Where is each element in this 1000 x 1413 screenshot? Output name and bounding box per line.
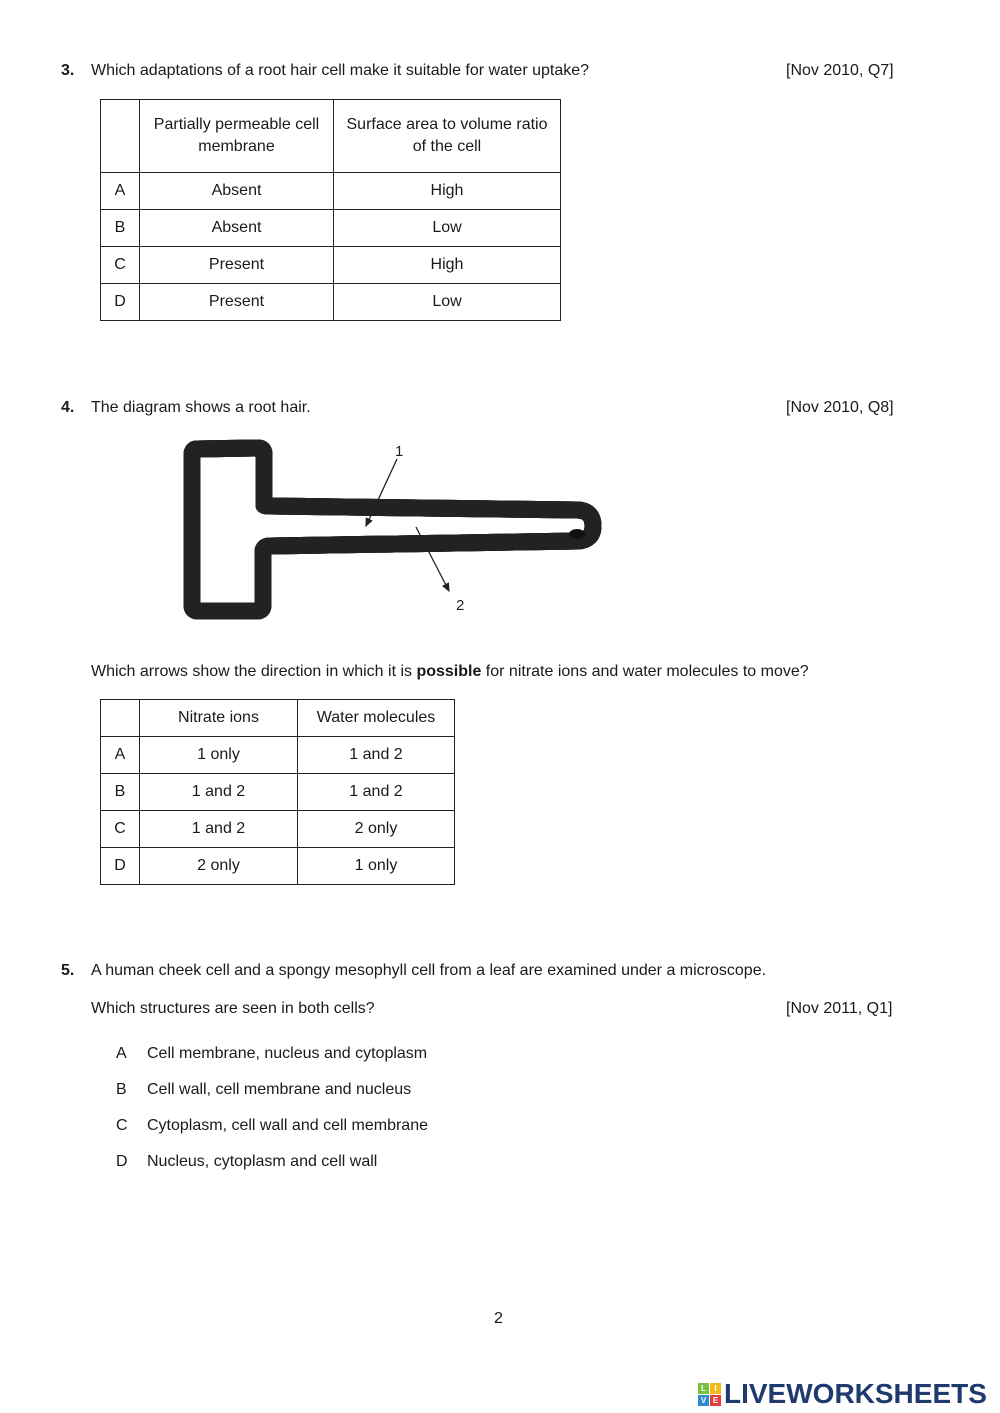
- table-header-cell: Nitrate ions: [140, 700, 298, 737]
- question-5-text: A human cheek cell and a spongy mesophyll cell from a leaf are examined under a microscope.: [91, 962, 767, 979]
- table-cell: Low: [334, 284, 561, 321]
- table-cell: High: [334, 247, 561, 284]
- option-letter: B: [101, 774, 140, 811]
- prompt-text: for nitrate ions and water molecules to move?: [481, 663, 809, 680]
- option-text: Nucleus, cytoplasm and cell wall: [147, 1153, 378, 1170]
- option-text: Cytoplasm, cell wall and cell membrane: [147, 1117, 428, 1134]
- question-5-prompt: Which structures are seen in both cells?: [91, 1000, 375, 1017]
- table-cell: 1 and 2: [298, 737, 455, 774]
- table-cell: 1 and 2: [140, 811, 298, 848]
- logo-text: LIVEWORKSHEETS: [724, 1378, 987, 1409]
- table-cell: 2 only: [140, 848, 298, 885]
- table-row: [101, 811, 455, 848]
- table-header-cell: Surface area to volume ratio of the cell: [334, 100, 561, 173]
- table-header-cell: Water molecules: [298, 700, 455, 737]
- prompt-bold: possible: [416, 663, 482, 680]
- option-letter: B: [116, 1081, 127, 1098]
- table-cell: 1 and 2: [298, 774, 455, 811]
- option-letter: D: [101, 284, 140, 321]
- question-4-text: The diagram shows a root hair.: [91, 399, 311, 416]
- table-row: [101, 774, 455, 811]
- table-row: [101, 848, 455, 885]
- prompt-text: Which arrows show the direction in which it is: [91, 663, 417, 680]
- table-cell: 1 and 2: [140, 774, 298, 811]
- arrow-2-label: 2: [456, 597, 465, 614]
- question-3-number: 3.: [61, 62, 75, 79]
- question-4-prompt: [91, 663, 809, 681]
- table-cell: 2 only: [298, 811, 455, 848]
- question-3-reference: [Nov 2010, Q7]: [786, 62, 894, 79]
- option-letter: C: [116, 1117, 128, 1134]
- table-cell: High: [334, 173, 561, 210]
- table-cell: Absent: [140, 210, 334, 247]
- liveworksheets-logo: [698, 1378, 987, 1410]
- question-4-reference: [Nov 2010, Q8]: [786, 399, 894, 416]
- table-row: [101, 737, 455, 774]
- option-letter: B: [101, 210, 140, 247]
- option-letter: A: [101, 737, 140, 774]
- question-4-number: 4.: [61, 399, 75, 416]
- logo-icon: L I V E: [698, 1383, 721, 1406]
- table-cell: Absent: [140, 173, 334, 210]
- option-letter: C: [101, 247, 140, 284]
- arrow-1-label: 1: [395, 443, 404, 460]
- option-letter: A: [116, 1045, 127, 1062]
- root-hair-diagram: [0, 0, 1000, 700]
- nucleus: [569, 529, 585, 539]
- option-text: Cell wall, cell membrane and nucleus: [147, 1081, 412, 1098]
- question-5-number: 5.: [61, 962, 75, 979]
- option-text: Cell membrane, nucleus and cytoplasm: [147, 1045, 428, 1062]
- option-letter: D: [116, 1153, 128, 1170]
- question-3-text: Which adaptations of a root hair cell make it suitable for water uptake?: [91, 62, 590, 79]
- table-header-cell: [101, 700, 140, 737]
- table-header-cell: Partially permeable cell membrane: [140, 100, 334, 173]
- question-5-reference: [Nov 2011, Q1]: [786, 1000, 893, 1017]
- page-number: 2: [494, 1310, 503, 1327]
- table-cell: Present: [140, 284, 334, 321]
- table-cell: 1 only: [298, 848, 455, 885]
- question-4-table: [100, 699, 455, 885]
- option-letter: D: [101, 848, 140, 885]
- table-cell: 1 only: [140, 737, 298, 774]
- option-letter: A: [101, 173, 140, 210]
- option-letter: C: [101, 811, 140, 848]
- table-cell: Present: [140, 247, 334, 284]
- table-cell: Low: [334, 210, 561, 247]
